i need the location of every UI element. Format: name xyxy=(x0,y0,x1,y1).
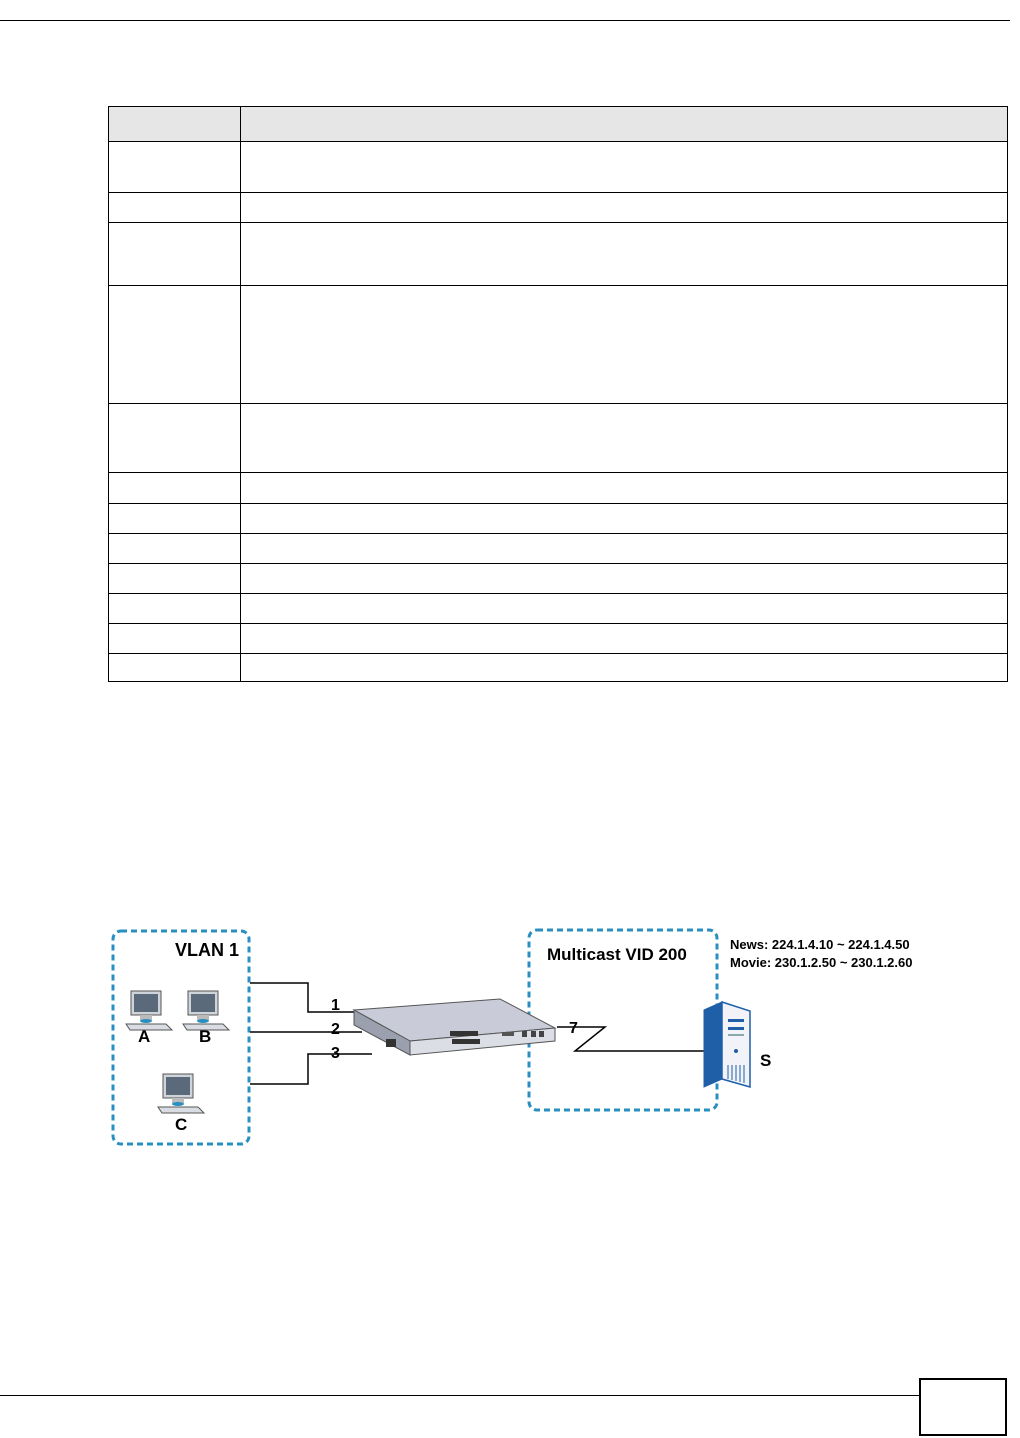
table-row xyxy=(109,624,1008,654)
vlan-label: VLAN 1 xyxy=(175,940,240,960)
table-cell-description xyxy=(241,594,1008,624)
parameter-table xyxy=(108,106,1008,682)
table-row xyxy=(109,504,1008,534)
table-header-description xyxy=(241,107,1008,142)
table-cell-label xyxy=(109,624,241,654)
computer-c-icon xyxy=(158,1074,204,1113)
table-cell-label xyxy=(109,473,241,504)
table-cell-description xyxy=(241,564,1008,594)
table-cell-label xyxy=(109,142,241,193)
cable-port-1 xyxy=(250,983,362,1012)
switch-icon xyxy=(354,999,555,1055)
table-row xyxy=(109,193,1008,223)
table-cell-description xyxy=(241,504,1008,534)
table-row xyxy=(109,594,1008,624)
multicast-vid-label: Multicast VID 200 xyxy=(547,945,687,964)
table-cell-description xyxy=(241,654,1008,682)
table-cell-label xyxy=(109,594,241,624)
table-cell-description xyxy=(241,404,1008,473)
table-cell-description xyxy=(241,286,1008,404)
table-cell-label xyxy=(109,404,241,473)
table-cell-description xyxy=(241,223,1008,286)
movie-range-label: Movie: 230.1.2.50 ~ 230.1.2.60 xyxy=(730,955,913,970)
computer-a-icon xyxy=(126,991,172,1030)
table-cell-description xyxy=(241,193,1008,223)
table-row xyxy=(109,404,1008,473)
table-cell-label xyxy=(109,193,241,223)
table-row xyxy=(109,534,1008,564)
header-rule xyxy=(0,20,1010,21)
host-a-label: A xyxy=(138,1027,151,1046)
news-range-label: News: 224.1.4.10 ~ 224.1.4.50 xyxy=(730,937,910,952)
table-row xyxy=(109,564,1008,594)
port-7-label: 7 xyxy=(569,1020,578,1037)
table-cell-label xyxy=(109,504,241,534)
port-3-label: 3 xyxy=(331,1045,340,1062)
port-2-label: 2 xyxy=(331,1021,340,1038)
port-1-label: 1 xyxy=(331,997,340,1014)
table-header-row xyxy=(109,107,1008,142)
footer-rule xyxy=(0,1395,920,1396)
table-cell-label xyxy=(109,564,241,594)
table-row xyxy=(109,654,1008,682)
table-row xyxy=(109,286,1008,404)
table-row xyxy=(109,223,1008,286)
table-cell-label xyxy=(109,223,241,286)
multicast-vlan-diagram xyxy=(100,915,950,1155)
table-cell-description xyxy=(241,473,1008,504)
page-number-box xyxy=(919,1378,1007,1436)
table-cell-description xyxy=(241,534,1008,564)
table-header-label xyxy=(109,107,241,142)
table-cell-description xyxy=(241,142,1008,193)
server-label: S xyxy=(760,1051,772,1070)
table-cell-label xyxy=(109,286,241,404)
host-b-label: B xyxy=(199,1027,212,1046)
table-cell-description xyxy=(241,624,1008,654)
computer-b-icon xyxy=(183,991,229,1030)
table-row xyxy=(109,473,1008,504)
table-row xyxy=(109,142,1008,193)
table-cell-label xyxy=(109,654,241,682)
server-icon xyxy=(704,1002,750,1087)
cable-port-7 xyxy=(557,1027,705,1051)
cable-port-3 xyxy=(250,1054,372,1084)
host-c-label: C xyxy=(175,1115,188,1134)
table-cell-label xyxy=(109,534,241,564)
